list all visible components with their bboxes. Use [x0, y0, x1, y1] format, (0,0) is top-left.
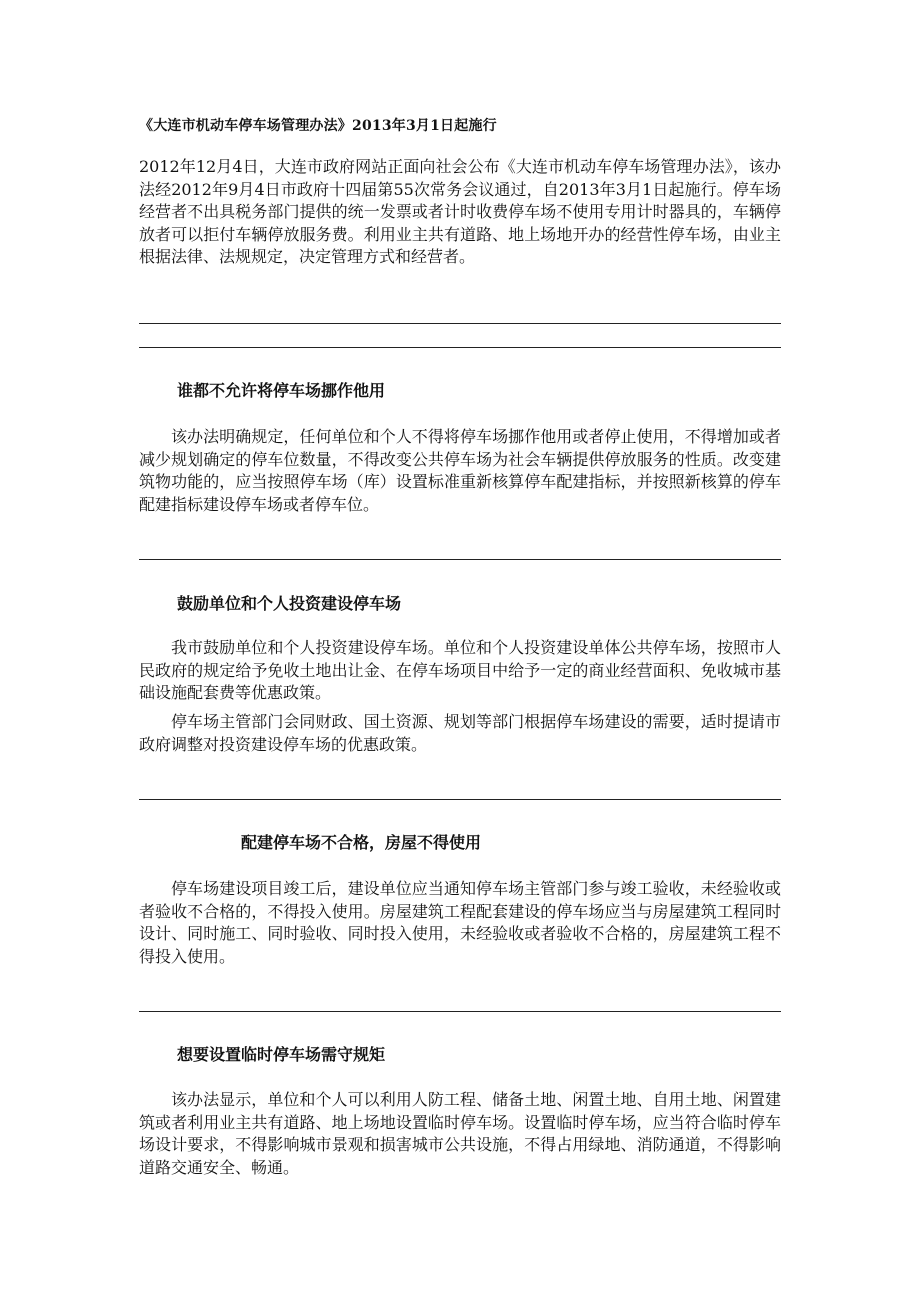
divider-line [139, 559, 781, 560]
divider-line [139, 323, 781, 324]
section-2-paragraph-1: 我市鼓励单位和个人投资建设停车场。单位和个人投资建设单体公共停车场，按照市人民政府的规定给予免收土地出让金、在停车场项目中给予一定的商业经营面积、免收城市基础设施配套费等优惠政策。 [139, 638, 781, 703]
section-1-paragraph-1: 该办法明确规定，任何单位和个人不得将停车场挪作他用或者停止使用，不得增加或者减少规划确定的停车位数量，不得改变公共停车场为社会车辆提供停放服务的性质。改变建筑物功能的，应当按照停车场（库）设置标准重新核算停车配建指标，并按照新核算的停车配建指标建设停车场或者停车位。 [139, 427, 781, 514]
document-title: 《大连市机动车停车场管理办法》2013年3月1日起施行 [139, 118, 497, 134]
intro-paragraph: 2012年12月4日，大连市政府网站正面向社会公布《大连市机动车停车场管理办法》，该办法经2012年9月4日市政府十四届第55次常务会议通过，自2013年3月1日起施行。停车场经营者不出具税务部门提供的统一发票或者计时收费停车场不使用专用计时器具的，车辆停放者可以拒付车辆停放服务费。利用业主共有道路、地上场地开办的经营性停车场，由业主根据法律、法规规定，决定管理方式和经营者。 [139, 157, 781, 267]
section-heading-2: 鼓励单位和个人投资建设停车场 [177, 594, 402, 613]
section-heading-1: 谁都不允许将停车场挪作他用 [177, 381, 386, 400]
section-2-paragraph-2: 停车场主管部门会同财政、国土资源、规划等部门根据停车场建设的需要，适时提请市政府调整对投资建设停车场的优惠政策。 [139, 712, 781, 754]
section-4-paragraph-1: 该办法显示，单位和个人可以利用人防工程、储备土地、闲置土地、自用土地、闲置建筑或者利用业主共有道路、地上场地设置临时停车场。设置临时停车场，应当符合临时停车场设计要求，不得影响城市景观和损害城市公共设施，不得占用绿地、消防通道，不得影响道路交通安全、畅通。 [139, 1090, 781, 1177]
divider-line [139, 799, 781, 800]
section-3-paragraph-1: 停车场建设项目竣工后，建设单位应当通知停车场主管部门参与竣工验收，未经验收或者验收不合格的，不得投入使用。房屋建筑工程配套建设的停车场应当与房屋建筑工程同时设计、同时施工、同时验收、同时投入使用，未经验收或者验收不合格的，房屋建筑工程不得投入使用。 [139, 879, 781, 966]
section-heading-4: 想要设置临时停车场需守规矩 [177, 1045, 386, 1064]
divider-line [139, 1011, 781, 1012]
section-heading-3: 配建停车场不合格，房屋不得使用 [241, 833, 482, 852]
divider-line [139, 347, 781, 348]
